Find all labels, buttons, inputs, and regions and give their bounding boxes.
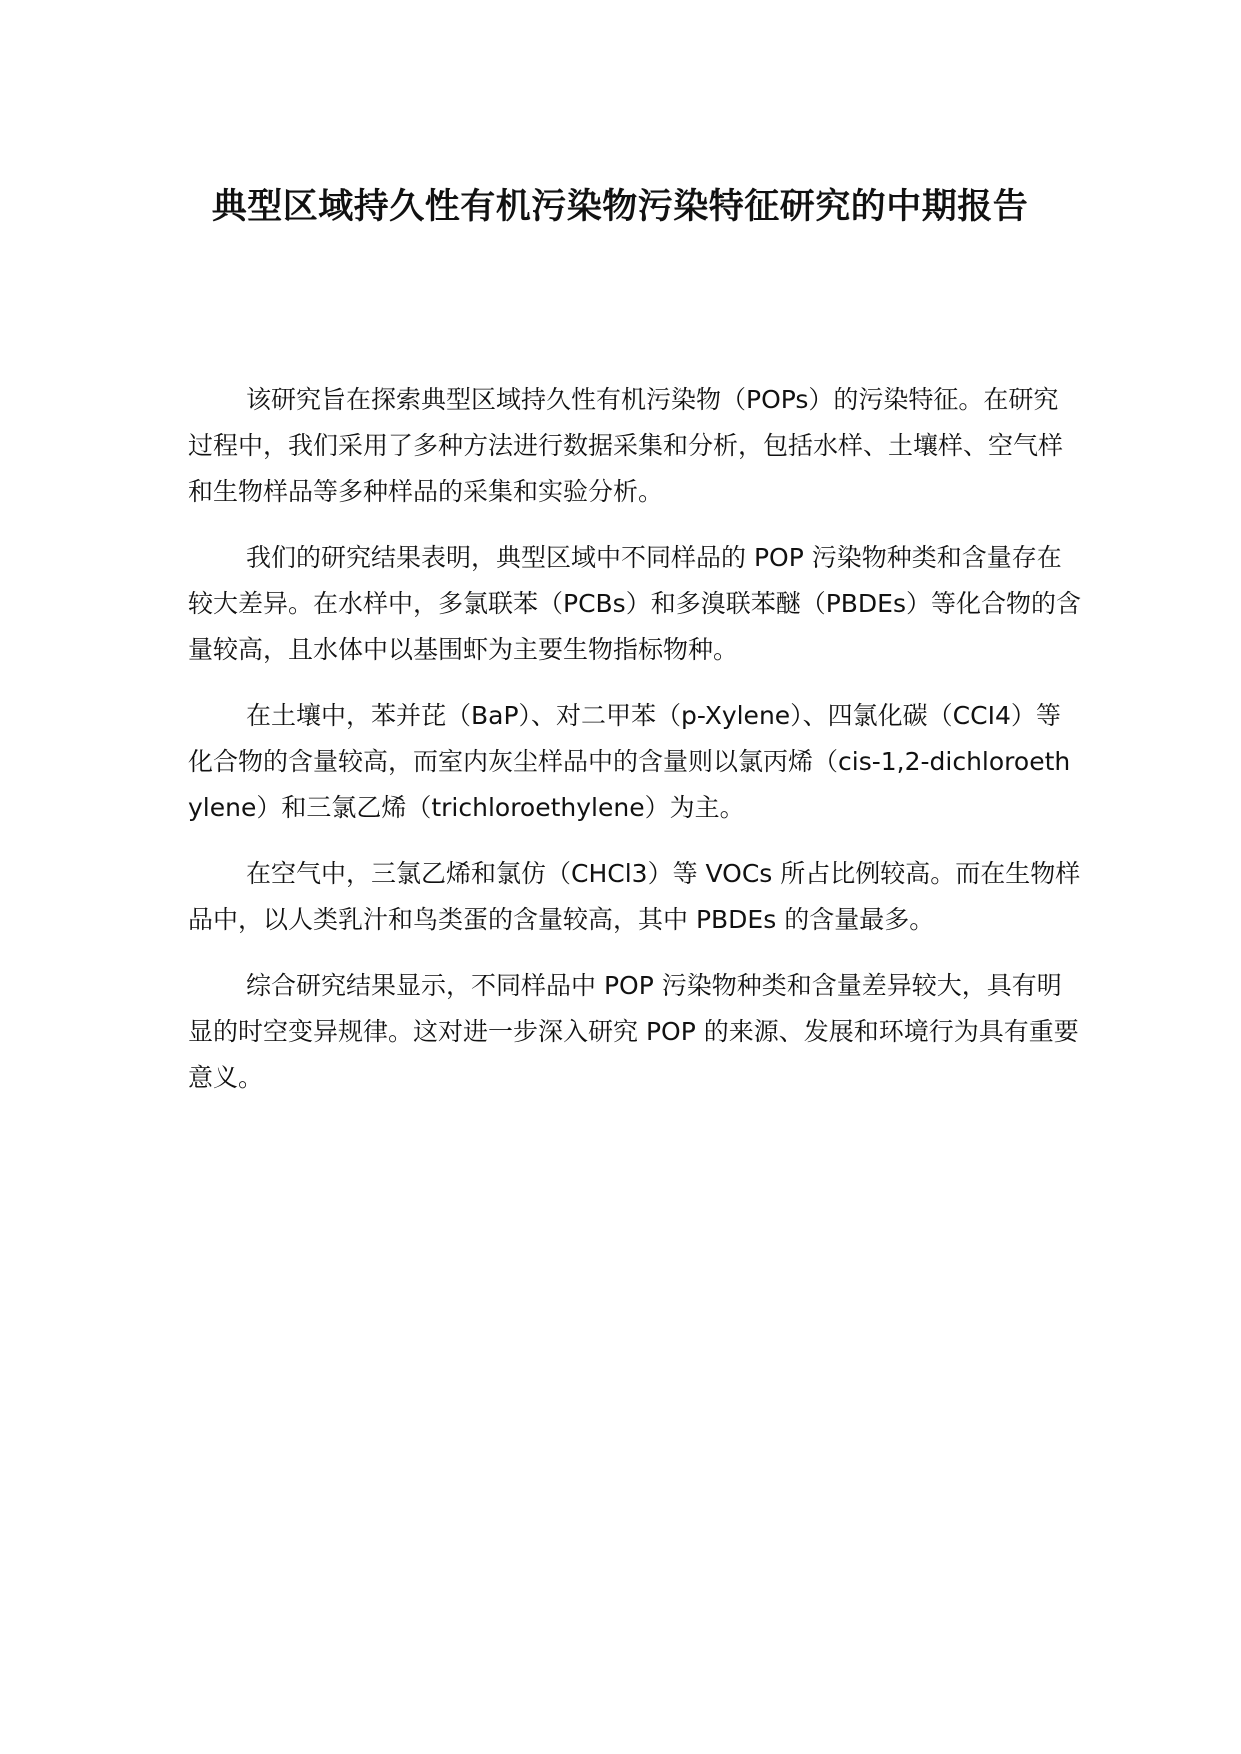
paragraph-soil-results: 在土壤中，苯并芘（BaP）、对二甲苯（p-Xylene）、四氯化碳（CCI4）等化合物的含量较高，而室内灰尘样品中的含量则以氯丙烯（cis-1,2-dichloroethylene）和三氯乙烯（trichloroethylene）为主。 (188, 701, 1071, 822)
paragraph-water-results: 我们的研究结果表明，典型区域中不同样品的 POP 污染物种类和含量存在较大差异。在水样中，多氯联苯（PCBs）和多溴联苯醚（PBDEs）等化合物的含量较高，且水体中以基围虾为主要生物指标物种。 (188, 543, 1082, 664)
paragraph-intro: 该研究旨在探索典型区域持久性有机污染物（POPs）的污染特征。在研究过程中，我们采用了多种方法进行数据采集和分析，包括水样、土壤样、空气样和生物样品等多种样品的采集和实验分析。 (188, 385, 1064, 506)
document-title: 典型区域持久性有机污染物污染特征研究的中期报告 (211, 187, 1029, 227)
document-body (188, 377, 1083, 1121)
paragraph-conclusion: 综合研究结果显示，不同样品中 POP 污染物种类和含量差异较大，具有明显的时空变异规律。这对进一步深入研究 POP 的来源、发展和环境行为具有重要意义。 (188, 971, 1079, 1092)
paragraph-air-bio-results: 在空气中，三氯乙烯和氯仿（CHCl3）等 VOCs 所占比例较高。而在生物样品中，以人类乳汁和鸟类蛋的含量较高，其中 PBDEs 的含量最多。 (188, 859, 1081, 934)
